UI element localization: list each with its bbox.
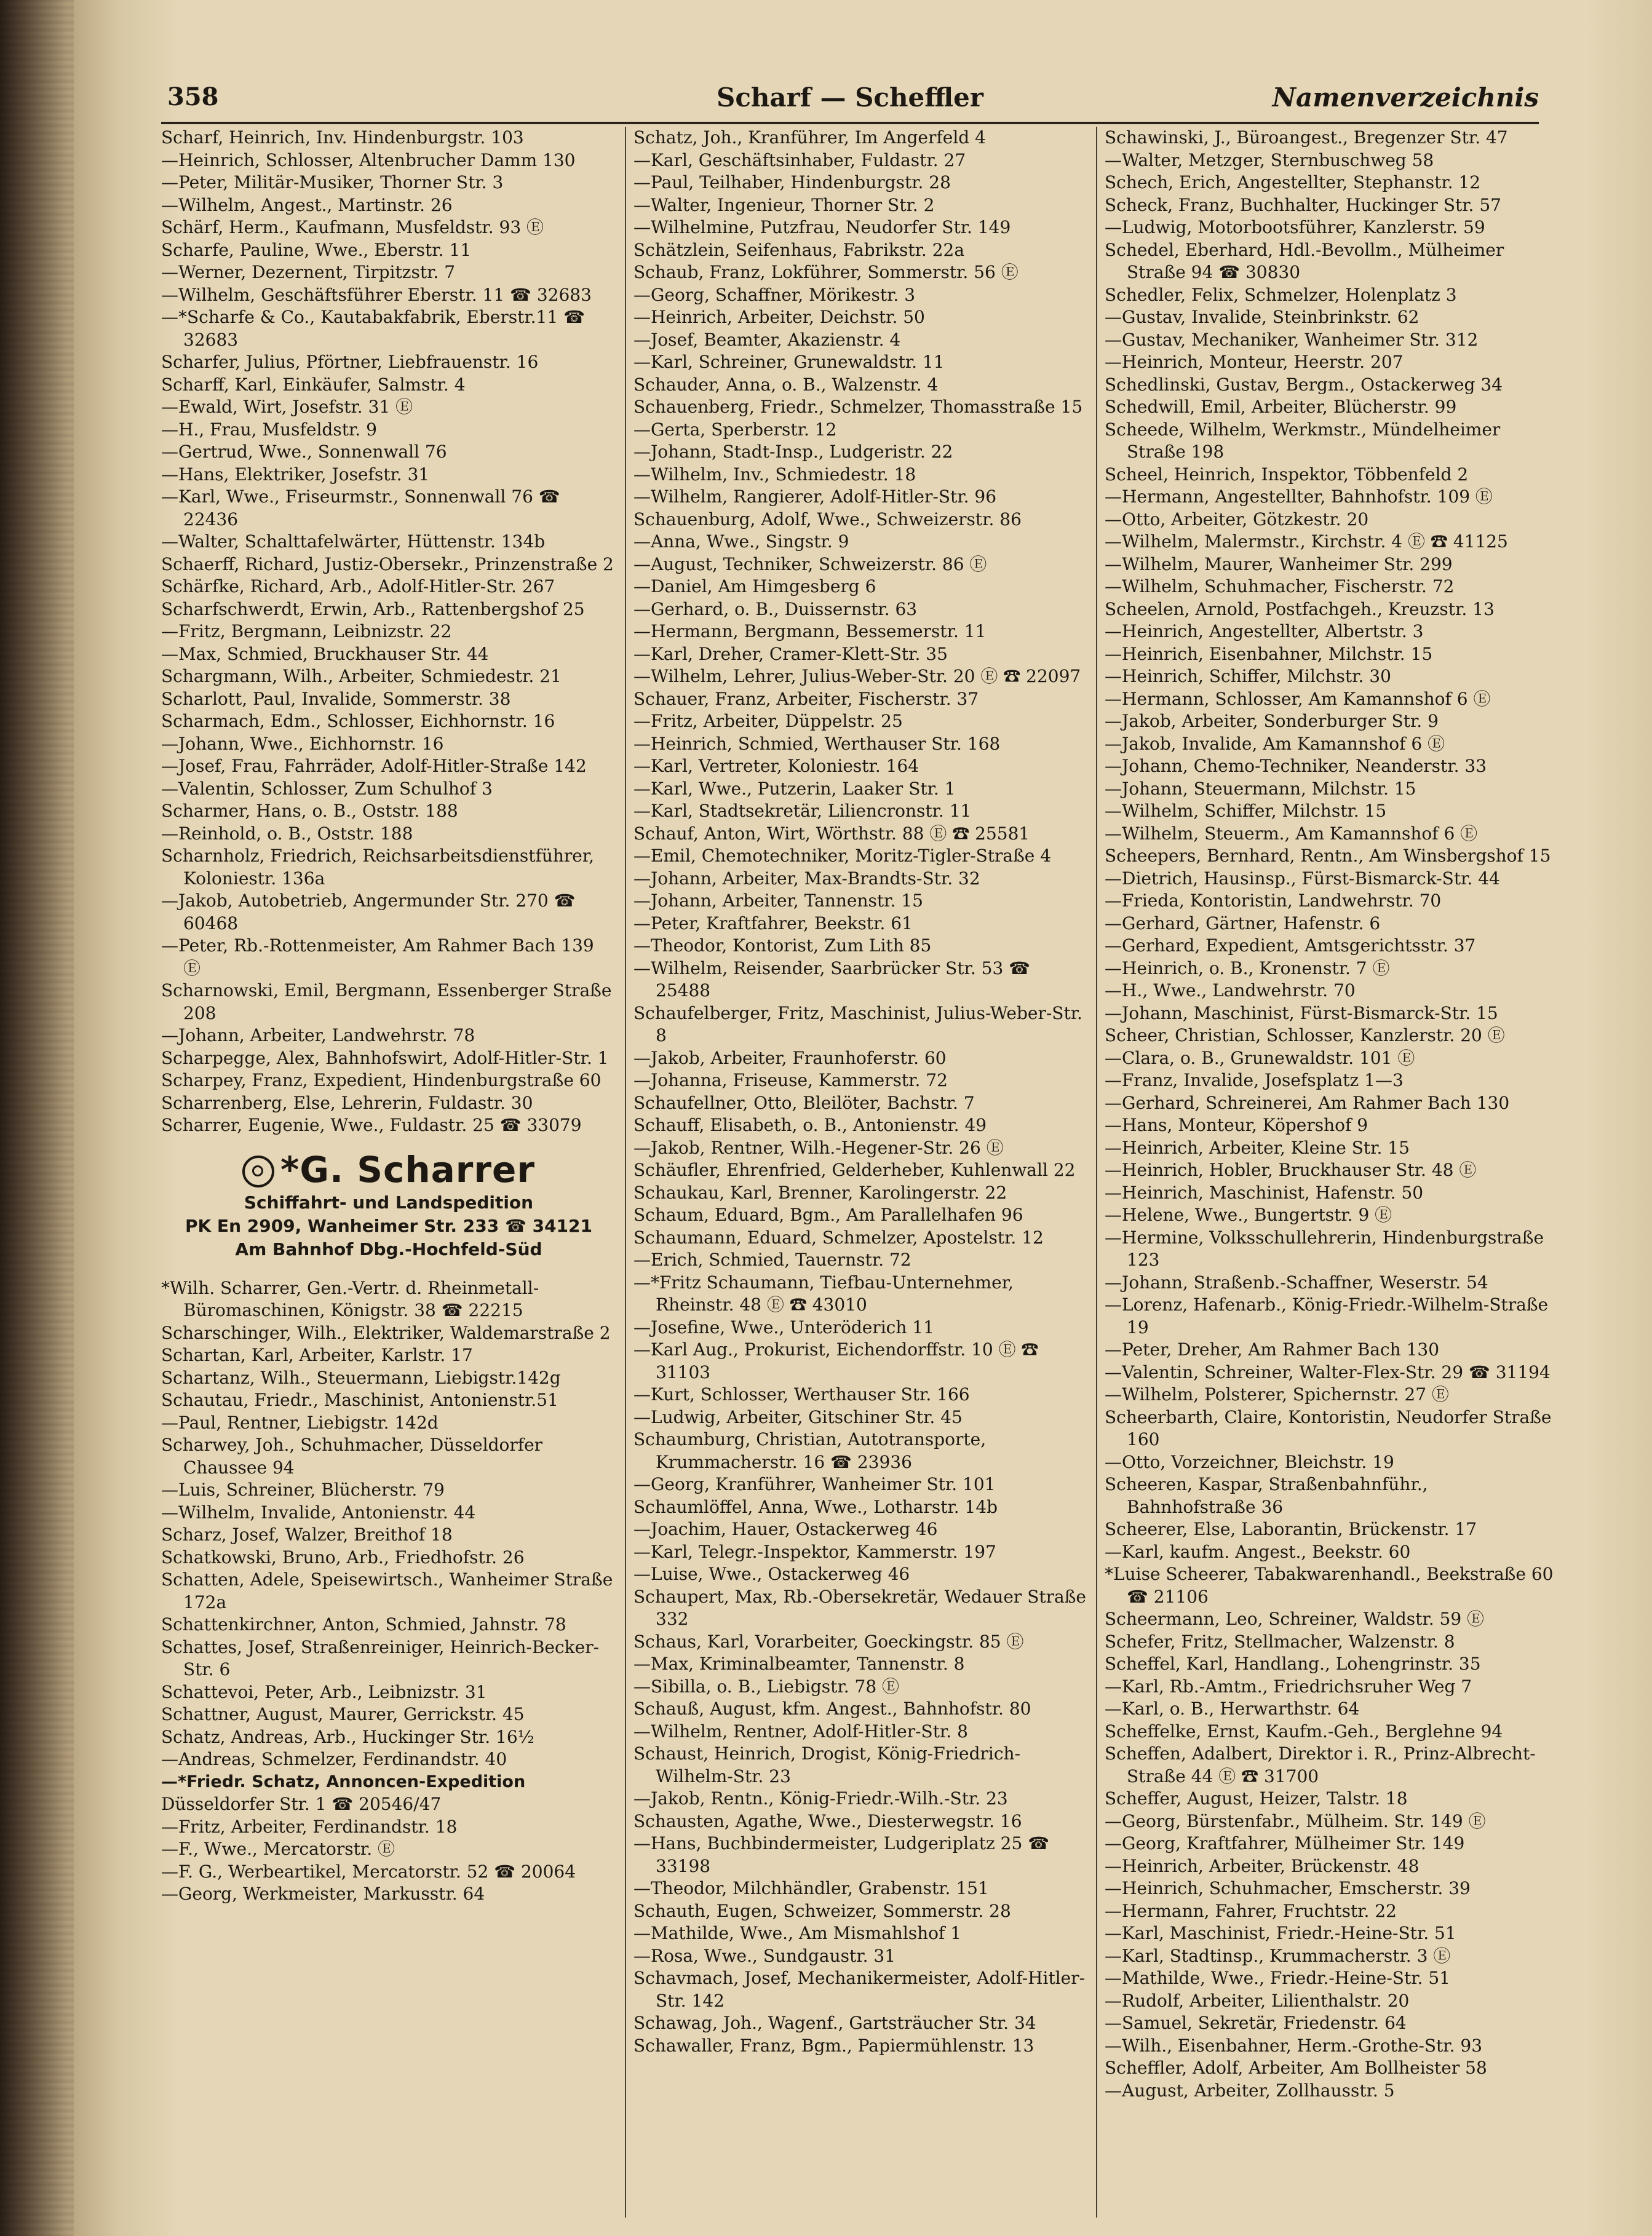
directory-entry: —Wilhelm, Angest., Martinstr. 26 [161, 194, 453, 215]
column-3 [1105, 127, 1560, 2230]
ad-line-3: Am Bahnhof Dbg.-Hochfeld-Süd [235, 1239, 542, 1259]
directory-entry: —Sibilla, o. B., Liebigstr. 78 Ⓔ [633, 1676, 900, 1697]
column-2-entries [633, 127, 1089, 2057]
directory-entry: Schaum, Eduard, Bgm., Am Parallelhafen 96 [633, 1205, 1023, 1225]
directory-entry: —Daniel, Am Himgesberg 6 [633, 576, 876, 597]
directory-entry: —Gertrud, Wwe., Sonnenwall 76 [161, 442, 447, 462]
directory-entry: Scheerer, Else, Laborantin, Brückenstr. 17 [1105, 1519, 1477, 1539]
directory-entry: —Karl, Wwe., Putzerin, Laaker Str. 1 [633, 778, 956, 799]
directory-entry: —Heinrich, Arbeiter, Kleine Str. 15 [1105, 1137, 1410, 1158]
directory-entry: —Johann, Straßenb.-Schaffner, Weserstr. 54 [1105, 1272, 1488, 1293]
directory-entry: Schattevoi, Peter, Arb., Leibnizstr. 31 [161, 1681, 487, 1702]
directory-entry: —Jakob, Invalide, Am Kamannshof 6 Ⓔ [1105, 733, 1445, 754]
column-3-entries [1105, 127, 1560, 2102]
directory-entry: —Wilhelm, Geschäftsführer Eberstr. 11 ☎ 32683 [161, 284, 592, 305]
directory-entry: —Mathilde, Wwe., Am Mismahlshof 1 [633, 1923, 962, 1943]
directory-entry: Düsseldorfer Str. 1 ☎ 20546/47 [161, 1794, 442, 1814]
directory-entry: —Wilhelm, Rangierer, Adolf-Hitler-Str. 96 [633, 486, 997, 507]
directory-entry: Scharz, Josef, Walzer, Breithof 18 [161, 1524, 453, 1545]
directory-entry: —Johanna, Friseuse, Kammerstr. 72 [633, 1070, 948, 1090]
directory-entry: Scharwey, Joh., Schuhmacher, Düsseldorfer Chaussee 94 [161, 1435, 543, 1478]
directory-entry: —Johann, Maschinist, Fürst-Bismarck-Str. 15 [1105, 1002, 1498, 1023]
directory-entry: —Clara, o. B., Grunewaldstr. 101 Ⓔ [1105, 1047, 1415, 1068]
directory-entry: —Gustav, Mechaniker, Wanheimer Str. 312 [1105, 329, 1479, 350]
directory-entry: Scharnholz, Friedrich, Reichsarbeitsdienstführer, Koloniestr. 136a [161, 846, 595, 889]
directory-entry: —Hermine, Volksschullehrerin, Hindenburgstraße 123 [1105, 1227, 1544, 1270]
directory-entry: —Georg, Werkmeister, Markusstr. 64 [161, 1884, 485, 1904]
directory-entry: Schaub, Franz, Lokführer, Sommerstr. 56 Ⓔ [633, 262, 1019, 282]
directory-entry: Scharlott, Paul, Invalide, Sommerstr. 38 [161, 688, 511, 709]
directory-entry: —Samuel, Sekretär, Friedenstr. 64 [1105, 2013, 1407, 2033]
directory-entry: —Karl, Dreher, Cramer-Klett-Str. 35 [633, 643, 948, 664]
directory-entry: Schatkowski, Bruno, Arb., Friedhofstr. 26 [161, 1547, 525, 1568]
schatz-annoncen-entry: —*Friedr. Schatz, Annoncen-Expedition [161, 1772, 526, 1791]
directory-entry: Scharnowski, Emil, Bergmann, Essenberger Straße 208 [161, 980, 612, 1023]
directory-entry: —Luis, Schreiner, Blücherstr. 79 [161, 1480, 445, 1500]
page-title-range: Scharf — Scheffler [716, 82, 983, 113]
directory-entry: —Heinrich, Maschinist, Hafenstr. 50 [1105, 1182, 1424, 1203]
directory-entry: —Heinrich, o. B., Kronenstr. 7 Ⓔ [1105, 957, 1390, 978]
directory-entry: —Wilhelm, Rentner, Adolf-Hitler-Str. 8 [633, 1721, 968, 1742]
directory-entry: Schattner, August, Maurer, Gerrickstr. 45 [161, 1704, 525, 1724]
directory-entry: —Johann, Stadt-Insp., Ludgeristr. 22 [633, 442, 953, 462]
book-binding [0, 0, 74, 2236]
directory-entry: Scheelen, Arnold, Postfachgeh., Kreuzstr. 13 [1105, 598, 1495, 619]
directory-entry: Schausten, Agathe, Wwe., Diesterwegstr. 16 [633, 1810, 1022, 1831]
directory-entry: —Helene, Wwe., Bungertstr. 9 Ⓔ [1105, 1205, 1392, 1225]
directory-entry: —Otto, Arbeiter, Götzkestr. 20 [1105, 509, 1369, 529]
page-header [161, 79, 1539, 124]
directory-entry: —Max, Kriminalbeamter, Tannenstr. 8 [633, 1654, 965, 1674]
directory-entry: —Johann, Wwe., Eichhornstr. 16 [161, 733, 444, 754]
directory-entry: —Luise, Wwe., Ostackerweg 46 [633, 1564, 910, 1584]
directory-entry: —Peter, Militär-Musiker, Thorner Str. 3 [161, 172, 504, 192]
directory-entry: —Heinrich, Angestellter, Albertstr. 3 [1105, 621, 1424, 641]
directory-entry: —H., Wwe., Landwehrstr. 70 [1105, 980, 1356, 1001]
directory-entry: Schaufelberger, Fritz, Maschinist, Julius-Weber-Str. 8 [633, 1002, 1082, 1045]
directory-entry: Schaust, Heinrich, Drogist, König-Friedrich-Wilhelm-Str. 23 [633, 1743, 1021, 1786]
directory-entry: —F. G., Werbeartikel, Mercatorstr. 52 ☎ 20064 [161, 1861, 576, 1882]
directory-entry: —Johann, Arbeiter, Max-Brandts-Str. 32 [633, 868, 980, 889]
scharrer-advertisement [161, 1148, 616, 1261]
directory-entry: —Hans, Buchbindermeister, Ludgeriplatz 25 ☎ 33198 [633, 1833, 1050, 1876]
directory-entry: —F., Wwe., Mercatorstr. Ⓔ [161, 1839, 395, 1859]
directory-entry: Schavmach, Josef, Mechanikermeister, Adolf-Hitler-Str. 142 [633, 1968, 1086, 2011]
directory-entry: Scheel, Heinrich, Inspektor, Többenfeld 2 [1105, 464, 1469, 485]
directory-entry: Schech, Erich, Angestellter, Stephanstr. 12 [1105, 172, 1481, 192]
directory-entry: —Heinrich, Arbeiter, Brückenstr. 48 [1105, 1855, 1420, 1876]
directory-entry: —Josef, Beamter, Akazienstr. 4 [633, 329, 901, 350]
directory-entry: —Karl, Telegr.-Inspektor, Kammerstr. 197 [633, 1541, 996, 1562]
directory-entry: —Jakob, Rentner, Wilh.-Hegener-Str. 26 Ⓔ [633, 1137, 1004, 1158]
directory-entry: Scharpegge, Alex, Bahnhofswirt, Adolf-Hitler-Str. 1 [161, 1047, 609, 1068]
directory-entry: —Joachim, Hauer, Ostackerweg 46 [633, 1519, 938, 1539]
directory-entry: —Karl, Stadtsekretär, Liliencronstr. 11 [633, 801, 972, 821]
directory-entry: —H., Frau, Musfeldstr. 9 [161, 419, 377, 440]
directory-entry: —Emil, Chemotechniker, Moritz-Tigler-Straße 4 [633, 846, 1052, 866]
directory-entry: Schauf, Anton, Wirt, Wörthstr. 88 Ⓔ ☎ 25581 [633, 823, 1030, 844]
directory-entry: Schauenburg, Adolf, Wwe., Schweizerstr. 86 [633, 509, 1022, 529]
directory-entry: —Paul, Teilhaber, Hindenburgstr. 28 [633, 172, 951, 192]
directory-entry: Schatz, Andreas, Arb., Huckinger Str. 16½ [161, 1726, 534, 1747]
directory-entry: Scheerbarth, Claire, Kontoristin, Neudorfer Straße 160 [1105, 1406, 1552, 1449]
anchor-logo-icon [242, 1156, 274, 1187]
directory-entry: Schauß, August, kfm. Angest., Bahnhofstr. 80 [633, 1699, 1031, 1719]
directory-entry: Schedel, Eberhard, Hdl.-Bevollm., Mülheimer Straße 94 ☎ 30830 [1105, 239, 1504, 282]
directory-entry: —Wilhelm, Reisender, Saarbrücker Str. 53 ☎ 25488 [633, 957, 1031, 1001]
directory-entry: —Wilhelm, Lehrer, Julius-Weber-Str. 20 Ⓔ ☎ 22097 [633, 666, 1081, 686]
column-2 [633, 127, 1089, 2230]
directory-entry: —Gerhard, Schreinerei, Am Rahmer Bach 130 [1105, 1092, 1510, 1113]
directory-entry: —Jakob, Arbeiter, Sonderburger Str. 9 [1105, 711, 1439, 731]
directory-entry: —Johann, Steuermann, Milchstr. 15 [1105, 778, 1416, 799]
directory-entry: —Valentin, Schlosser, Zum Schulhof 3 [161, 778, 493, 799]
directory-entry: —Heinrich, Schlosser, Altenbrucher Damm 130 [161, 149, 576, 170]
directory-entry: Scharf, Heinrich, Inv. Hindenburgstr. 103 [161, 127, 524, 148]
directory-entry: Scharmer, Hans, o. B., Oststr. 188 [161, 801, 458, 821]
directory-entry: Schätzlein, Seifenhaus, Fabrikstr. 22a [633, 239, 965, 260]
directory-entry: —Hans, Elektriker, Josefstr. 31 [161, 464, 430, 485]
directory-entry: —Karl, Wwe., Friseurmstr., Sonnenwall 76 ☎ 22436 [161, 486, 560, 529]
directory-entry: —Werner, Dezernent, Tirpitzstr. 7 [161, 262, 456, 282]
directory-entry: —Heinrich, Schmied, Werthauser Str. 168 [633, 733, 1001, 754]
directory-entry: Scheffler, Adolf, Arbeiter, Am Bollheister 58 [1105, 2058, 1487, 2078]
directory-entry: Schaufellner, Otto, Bleilöter, Bachstr. 7 [633, 1092, 975, 1113]
directory-entry: Schawinski, J., Büroangest., Bregenzer Str. 47 [1105, 127, 1508, 148]
directory-entry: —Karl, Geschäftsinhaber, Fuldastr. 27 [633, 149, 966, 170]
directory-entry: —Georg, Kranführer, Wanheimer Str. 101 [633, 1474, 996, 1494]
column-1-entries-c [161, 1793, 616, 1906]
directory-entry: Scheffer, August, Heizer, Talstr. 18 [1105, 1788, 1408, 1809]
directory-entry: —Georg, Bürstenfabr., Mülheim. Str. 149 Ⓔ [1105, 1810, 1486, 1831]
directory-entry: Schedler, Felix, Schmelzer, Holenplatz 3 [1105, 284, 1457, 305]
directory-entry: Schautau, Friedr., Maschinist, Antonienstr.51 [161, 1390, 558, 1410]
directory-entry: Schattenkirchner, Anton, Schmied, Jahnstr. 78 [161, 1614, 566, 1635]
directory-entry: Schefer, Fritz, Stellmacher, Walzenstr. 8 [1105, 1631, 1455, 1652]
directory-entry: Scharfe, Pauline, Wwe., Eberstr. 11 [161, 239, 472, 260]
directory-entry: Scheck, Franz, Buchhalter, Huckinger Str. 57 [1105, 194, 1501, 215]
column-1-entries-b [161, 1277, 616, 1771]
directory-entry: —Hermann, Angestellter, Bahnhofstr. 109 Ⓔ [1105, 486, 1493, 507]
directory-entry: —Jakob, Autobetrieb, Angermunder Str. 270 ☎ 60468 [161, 890, 576, 934]
directory-entry: Schawag, Joh., Wagenf., Gartsträucher Str. 34 [633, 2013, 1036, 2033]
directory-entry: Schattes, Josef, Straßenreiniger, Heinrich-Becker-Str. 6 [161, 1636, 600, 1679]
directory-entry: —Rosa, Wwe., Sundgaustr. 31 [633, 1945, 896, 1966]
directory-entry: —Fritz, Arbeiter, Düppelstr. 25 [633, 711, 903, 731]
directory-entry: —Gerta, Sperberstr. 12 [633, 419, 837, 440]
directory-entry: —Heinrich, Schuhmacher, Emscherstr. 39 [1105, 1878, 1471, 1898]
directory-entry: —Mathilde, Wwe., Friedr.-Heine-Str. 51 [1105, 1968, 1450, 1988]
ad-line-1: Schiffahrt- und Landspedition [244, 1192, 534, 1213]
directory-entry: —Peter, Kraftfahrer, Beekstr. 61 [633, 913, 913, 934]
column-1 [161, 127, 616, 2230]
directory-entry: —Kurt, Schlosser, Werthauser Str. 166 [633, 1384, 970, 1405]
directory-entry: —Karl, kaufm. Angest., Beekstr. 60 [1105, 1541, 1411, 1562]
directory-entry: —Karl, Rb.-Amtm., Friedrichsruher Weg 7 [1105, 1676, 1472, 1697]
directory-entry: Scheffelke, Ernst, Kaufm.-Geh., Berglehne 94 [1105, 1721, 1503, 1742]
directory-entry: —Reinhold, o. B., Oststr. 188 [161, 823, 413, 844]
directory-entry: Schaumlöffel, Anna, Wwe., Lotharstr. 14b [633, 1496, 998, 1517]
ad-company-name: *G. Scharrer [280, 1148, 535, 1191]
directory-entry: Scharrenberg, Else, Lehrerin, Fuldastr. 30 [161, 1092, 533, 1113]
directory-entry: —Rudolf, Arbeiter, Lilienthalstr. 20 [1105, 1990, 1410, 2011]
directory-entry: —Johann, Chemo-Techniker, Neanderstr. 33 [1105, 756, 1487, 776]
directory-entry: —Karl, Schreiner, Grunewaldstr. 11 [633, 352, 945, 372]
directory-entry: —Theodor, Milchhändler, Grabenstr. 151 [633, 1878, 989, 1898]
directory-entry: —Anna, Wwe., Singstr. 9 [633, 531, 849, 552]
directory-entry: —Andreas, Schmelzer, Ferdinandstr. 40 [161, 1749, 507, 1769]
directory-entry: Schauder, Anna, o. B., Walzenstr. 4 [633, 374, 939, 395]
directory-entry: —Karl Aug., Prokurist, Eichendorffstr. 10 Ⓔ ☎ 31103 [633, 1339, 1039, 1382]
directory-entry: Schäufler, Ehrenfried, Gelderheber, Kuhlenwall 22 [633, 1160, 1076, 1180]
directory-entry: Schaus, Karl, Vorarbeiter, Goeckingstr. 85 Ⓔ [633, 1631, 1024, 1652]
directory-entry: —Karl, o. B., Herwarthstr. 64 [1105, 1699, 1360, 1719]
directory-entry: —Gustav, Invalide, Steinbrinkstr. 62 [1105, 307, 1420, 327]
directory-entry: Schartanz, Wilh., Steuermann, Liebigstr.142g [161, 1367, 561, 1388]
directory-entry: —Fritz, Bergmann, Leibnizstr. 22 [161, 621, 452, 641]
directory-entry: —Johann, Arbeiter, Landwehrstr. 78 [161, 1025, 475, 1045]
directory-entry: —Wilhelm, Malermstr., Kirchstr. 4 Ⓔ ☎ 41125 [1105, 531, 1508, 552]
directory-entry: Schargmann, Wilh., Arbeiter, Schmiedestr. 21 [161, 666, 562, 686]
directory-entry: —Hermann, Bergmann, Bessemerstr. 11 [633, 621, 987, 641]
directory-entry: —Valentin, Schreiner, Walter-Flex-Str. 29 ☎ 31194 [1105, 1362, 1551, 1382]
directory-entry: —Walter, Ingenieur, Thorner Str. 2 [633, 194, 935, 215]
directory-entry: —August, Arbeiter, Zollhausstr. 5 [1105, 2080, 1395, 2101]
directory-entry: —Walter, Schalttafelwärter, Hüttenstr. 134b [161, 531, 546, 552]
directory-entry: Schatten, Adele, Speisewirtsch., Wanheimer Straße 172a [161, 1569, 613, 1612]
directory-entry: —*Fritz Schaumann, Tiefbau-Unternehmer, Rheinstr. 48 Ⓔ ☎ 43010 [633, 1272, 1014, 1315]
directory-entry: Scharschinger, Wilh., Elektriker, Waldemarstraße 2 [161, 1322, 611, 1343]
directory-entry: Scharfer, Julius, Pförtner, Liebfrauenstr. 16 [161, 352, 539, 372]
directory-entry: —August, Techniker, Schweizerstr. 86 Ⓔ [633, 553, 987, 574]
directory-entry: —Wilhelm, Polsterer, Spichernstr. 27 Ⓔ [1105, 1384, 1449, 1405]
directory-entry: Schatz, Joh., Kranführer, Im Angerfeld 4 [633, 127, 986, 148]
directory-entry: —Gerhard, Expedient, Amtsgerichtsstr. 37 [1105, 935, 1476, 956]
directory-entry: —*Scharfe & Co., Kautabakfabrik, Eberstr.11 ☎ 32683 [161, 307, 585, 350]
directory-entry: Schaumburg, Christian, Autotransporte, Krummacherstr. 16 ☎ 23936 [633, 1429, 987, 1472]
directory-entry: *Wilh. Scharrer, Gen.-Vertr. d. Rheinmetall-Büromaschinen, Königstr. 38 ☎ 22215 [161, 1277, 539, 1320]
directory-entry: —Karl, Maschinist, Friedr.-Heine-Str. 51 [1105, 1923, 1456, 1943]
directory-entry: —Johann, Arbeiter, Tannenstr. 15 [633, 890, 923, 911]
directory-entry: —Wilhelm, Schuhmacher, Fischerstr. 72 [1105, 576, 1455, 597]
directory-entry: Schaukau, Karl, Brenner, Karolingerstr. 22 [633, 1182, 1007, 1203]
directory-entry: —Ludwig, Arbeiter, Gitschiner Str. 45 [633, 1406, 963, 1427]
directory-entry: —Wilh., Eisenbahner, Herm.-Grothe-Str. 93 [1105, 2035, 1483, 2056]
directory-entry: —Wilhelm, Invalide, Antonienstr. 44 [161, 1502, 476, 1523]
directory-entry: —Heinrich, Hobler, Bruckhauser Str. 48 Ⓔ [1105, 1160, 1477, 1180]
column-divider-1 [625, 127, 626, 2218]
directory-entry: Scheffen, Adalbert, Direktor i. R., Prinz-Albrecht-Straße 44 Ⓔ ☎ 31700 [1105, 1743, 1536, 1786]
directory-entry: Schaerff, Richard, Justiz-Obersekr., Prinzenstraße 2 [161, 553, 614, 574]
directory-entry: —Wilhelm, Steuerm., Am Kamannshof 6 Ⓔ [1105, 823, 1478, 844]
directory-entry: —Wilhelm, Maurer, Wanheimer Str. 299 [1105, 553, 1453, 574]
directory-entry: Schaumann, Eduard, Schmelzer, Apostelstr. 12 [633, 1227, 1044, 1248]
directory-entry: Scharff, Karl, Einkäufer, Salmstr. 4 [161, 374, 466, 395]
page-number: 358 [167, 82, 219, 111]
directory-entry: —Jakob, Arbeiter, Fraunhoferstr. 60 [633, 1047, 947, 1068]
directory-entry: —Ludwig, Motorbootsführer, Kanzlerstr. 59 [1105, 217, 1485, 237]
directory-entry: Scharpey, Franz, Expedient, Hindenburgstraße 60 [161, 1070, 602, 1090]
directory-entry: —Lorenz, Hafenarb., König-Friedr.-Wilhelm-Straße 19 [1105, 1294, 1549, 1338]
directory-entry: —Karl, Vertreter, Koloniestr. 164 [633, 756, 919, 776]
column-divider-2 [1096, 127, 1097, 2218]
directory-entry: Schauth, Eugen, Schweizer, Sommerstr. 28 [633, 1900, 1011, 1921]
directory-entry: Schedwill, Emil, Arbeiter, Blücherstr. 99 [1105, 397, 1457, 417]
directory-entry: —Franz, Invalide, Josefsplatz 1—3 [1105, 1070, 1404, 1090]
directory-entry: —Peter, Rb.-Rottenmeister, Am Rahmer Bach 139 Ⓔ [161, 935, 594, 978]
directory-entry: —Gerhard, o. B., Duissernstr. 63 [633, 598, 918, 619]
directory-entry: —Gerhard, Gärtner, Hafenstr. 6 [1105, 913, 1381, 934]
directory-entry: Scheermann, Leo, Schreiner, Waldstr. 59 Ⓔ [1105, 1609, 1485, 1629]
directory-entry: Schauer, Franz, Arbeiter, Fischerstr. 37 [633, 688, 979, 709]
directory-entry: —Fritz, Arbeiter, Ferdinandstr. 18 [161, 1816, 458, 1837]
directory-entry: Scharfschwerdt, Erwin, Arb., Rattenbergshof 25 [161, 598, 585, 619]
directory-entry: —Frieda, Kontoristin, Landwehrstr. 70 [1105, 890, 1442, 911]
directory-entry: Schartan, Karl, Arbeiter, Karlstr. 17 [161, 1345, 473, 1365]
directory-entry: Schärf, Herm., Kaufmann, Musfeldstr. 93 Ⓔ [161, 217, 544, 237]
directory-entry: Schauff, Elisabeth, o. B., Antonienstr. 49 [633, 1115, 987, 1135]
directory-entry: Scharrer, Eugenie, Wwe., Fuldastr. 25 ☎ 33079 [161, 1115, 582, 1135]
directory-entry: Schawaller, Franz, Bgm., Papiermühlenstr. 13 [633, 2035, 1034, 2056]
directory-entry: —Hans, Monteur, Köpershof 9 [1105, 1115, 1368, 1135]
directory-entry: —Josefine, Wwe., Unteröderich 11 [633, 1317, 934, 1338]
directory-entry: —Otto, Vorzeichner, Bleichstr. 19 [1105, 1451, 1394, 1472]
directory-entry: Scheepers, Bernhard, Rentn., Am Winsbergshof 15 [1105, 846, 1551, 866]
directory-entry: —Peter, Dreher, Am Rahmer Bach 130 [1105, 1339, 1440, 1360]
directory-entry: Scheer, Christian, Schlosser, Kanzlerstr. 20 Ⓔ [1105, 1025, 1505, 1045]
directory-entry: Scheede, Wilhelm, Werkmstr., Mündelheimer Straße 198 [1105, 419, 1501, 462]
directory-entry: —Wilhelm, Schiffer, Milchstr. 15 [1105, 801, 1387, 821]
directory-entry: —Josef, Frau, Fahrräder, Adolf-Hitler-Straße 142 [161, 756, 587, 776]
directory-entry: —Hermann, Schlosser, Am Kamannshof 6 Ⓔ [1105, 688, 1491, 709]
directory-entry: Scheeren, Kaspar, Straßenbahnführ., Bahnhofstraße 36 [1105, 1474, 1428, 1517]
directory-entry: —Theodor, Kontorist, Zum Lith 85 [633, 935, 932, 956]
directory-entry: —Heinrich, Arbeiter, Deichstr. 50 [633, 307, 925, 327]
directory-entry: —Georg, Kraftfahrer, Mülheimer Str. 149 [1105, 1833, 1465, 1853]
directory-entry: —Hermann, Fahrer, Fruchtstr. 22 [1105, 1900, 1397, 1921]
directory-entry: Schaupert, Max, Rb.-Obersekretär, Wedauer Straße 332 [633, 1586, 1086, 1629]
directory-entry: Scheffel, Karl, Handlang., Lohengrinstr. 35 [1105, 1654, 1481, 1674]
directory-entry: —Dietrich, Hausinsp., Fürst-Bismarck-Str. 44 [1105, 868, 1500, 889]
directory-entry: —Erich, Schmied, Tauernstr. 72 [633, 1250, 911, 1270]
directory-entry: —Max, Schmied, Bruckhauser Str. 44 [161, 643, 489, 664]
directory-entry: *Luise Scheerer, Tabakwarenhandl., Beekstraße 60 ☎ 21106 [1105, 1564, 1554, 1607]
directory-entry: —Wilhelmine, Putzfrau, Neudorfer Str. 149 [633, 217, 1011, 237]
directory-entry: —Walter, Metzger, Sternbuschweg 58 [1105, 149, 1434, 170]
directory-entry: Schauenberg, Friedr., Schmelzer, Thomasstraße 15 [633, 397, 1083, 417]
directory-entry: —Heinrich, Eisenbahner, Milchstr. 15 [1105, 643, 1433, 664]
directory-entry: —Karl, Stadtinsp., Krummacherstr. 3 Ⓔ [1105, 1945, 1451, 1966]
directory-entry: Schärfke, Richard, Arb., Adolf-Hitler-Str. 267 [161, 576, 555, 597]
directory-entry: —Wilhelm, Inv., Schmiedestr. 18 [633, 464, 916, 485]
directory-entry: —Georg, Schaffner, Mörikestr. 3 [633, 284, 916, 305]
directory-entry: —Paul, Rentner, Liebigstr. 142d [161, 1412, 439, 1433]
directory-entry: —Heinrich, Schiffer, Milchstr. 30 [1105, 666, 1391, 686]
directory-entry: Scharmach, Edm., Schlosser, Eichhornstr. 16 [161, 711, 555, 731]
directory-entry: —Heinrich, Monteur, Heerstr. 207 [1105, 352, 1404, 372]
directory-entry: —Jakob, Rentn., König-Friedr.-Wilh.-Str. 23 [633, 1788, 1008, 1809]
column-1-entries-a [161, 127, 616, 1137]
directory-entry: —Ewald, Wirt, Josefstr. 31 Ⓔ [161, 397, 413, 417]
directory-entry: Schedlinski, Gustav, Bergm., Ostackerweg 34 [1105, 374, 1503, 395]
section-title: Namenverzeichnis [1272, 82, 1539, 113]
ad-line-2: PK En 2909, Wanheimer Str. 233 ☎ 34121 [185, 1215, 593, 1236]
